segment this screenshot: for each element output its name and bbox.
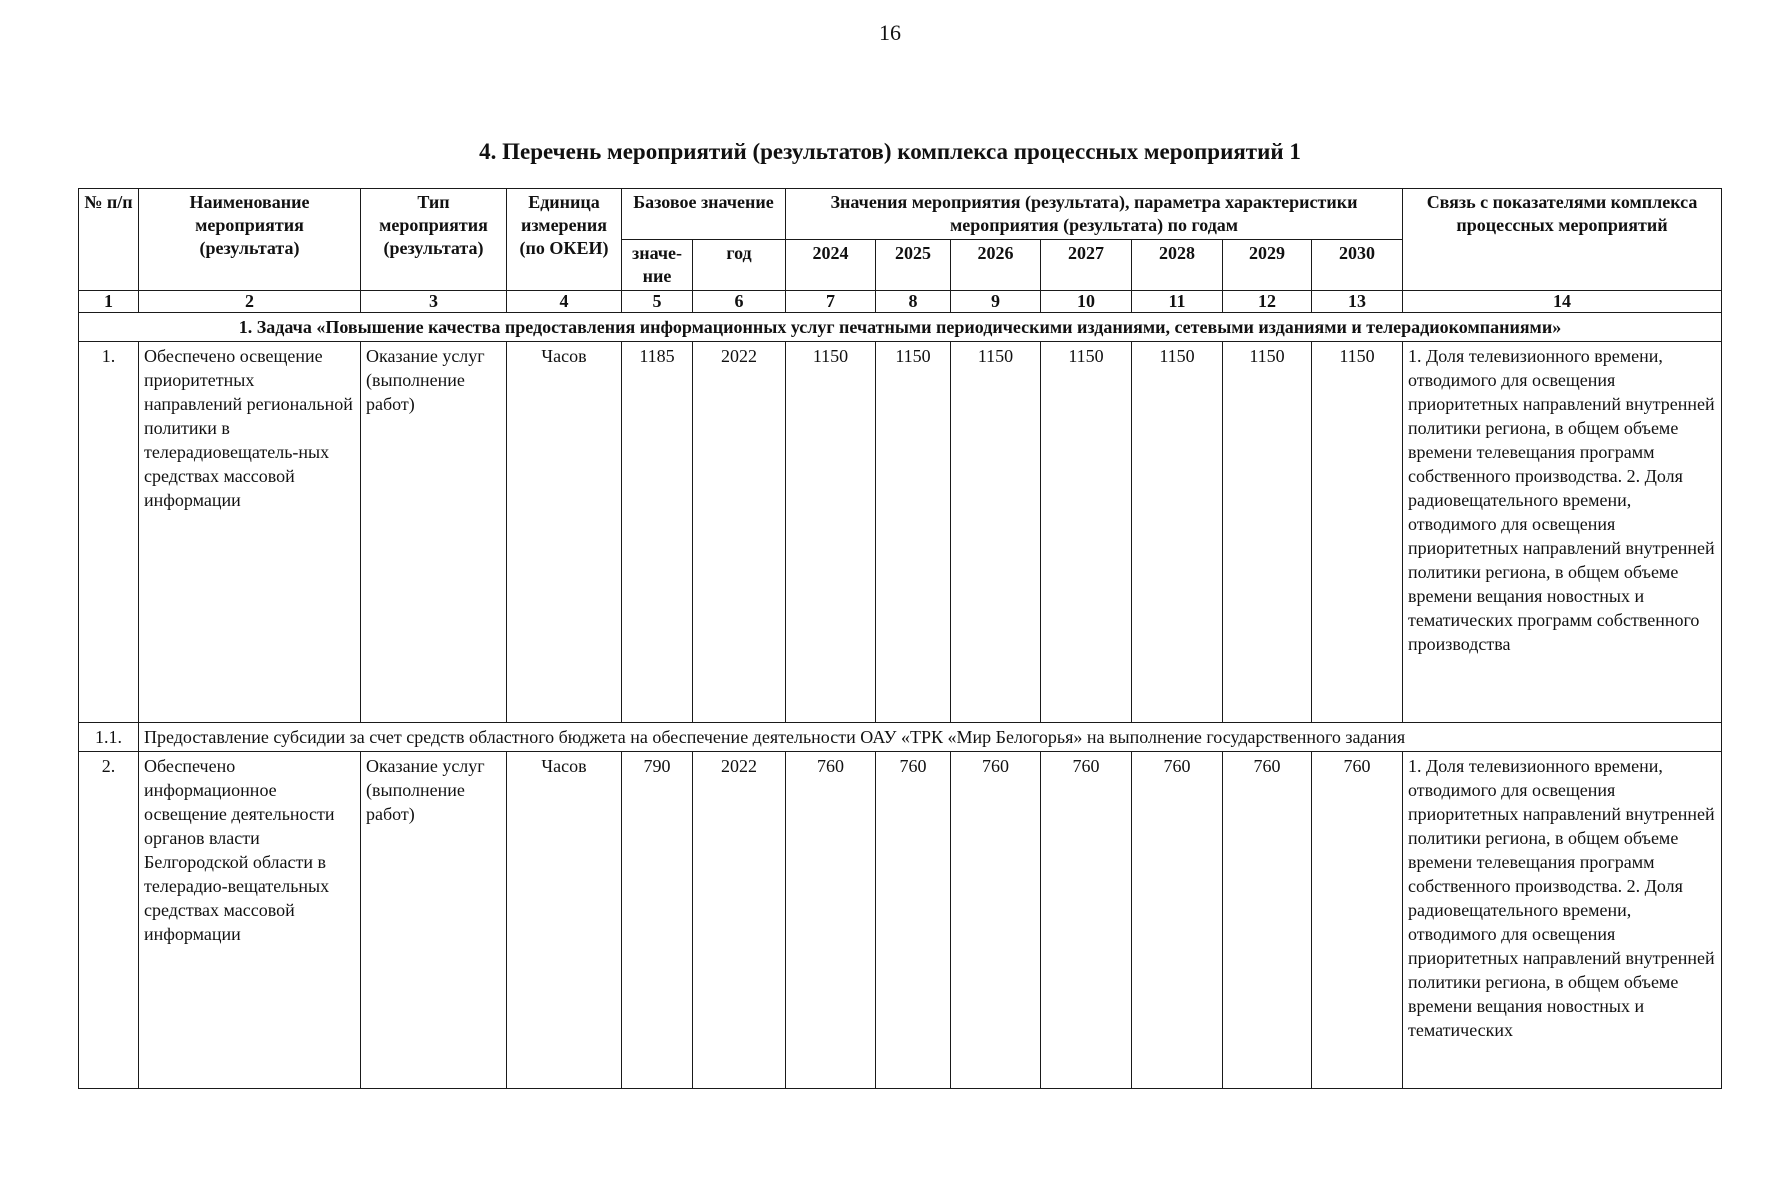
row-value-2028: 760 [1132, 752, 1223, 1089]
header-year: 2026 [951, 240, 1041, 291]
header-year: 2027 [1041, 240, 1132, 291]
task-row [79, 313, 1722, 342]
header-unit: Единица измерения (по ОКЕИ) [507, 189, 622, 291]
row-unit: Часов [507, 342, 622, 723]
row-value-2030: 760 [1312, 752, 1403, 1089]
header-year: 2024 [786, 240, 876, 291]
table-row [79, 342, 1722, 723]
row-value-2029: 760 [1223, 752, 1312, 1089]
row-num: 2. [79, 752, 139, 1089]
header-year: 2029 [1223, 240, 1312, 291]
column-number: 5 [622, 291, 693, 313]
header-row [79, 189, 1722, 240]
row-base-value: 790 [622, 752, 693, 1089]
task-title: 1. Задача «Повышение качества предоставления информационных услуг печатными периодическими изданиями, сетевыми изданиями и телерадиокомпаниями» [79, 313, 1722, 342]
header-num: № п/п [79, 189, 139, 291]
row-value-2025: 760 [876, 752, 951, 1089]
column-number: 12 [1223, 291, 1312, 313]
row-value-2030: 1150 [1312, 342, 1403, 723]
subsection-num: 1.1. [79, 723, 139, 752]
row-link: 1. Доля телевизионного времени, отводимого для освещения приоритетных направлений внутренней политики региона, в общем объеме времени телевещания программ собственного производства. 2. Доля радиовещательного времени, отводимого для освещения приоритетных направлений внутренней политики региона, в общем объеме времени вещания новостных и тематических программ собственного производства [1403, 342, 1722, 723]
column-number: 10 [1041, 291, 1132, 313]
row-link: 1. Доля телевизионного времени, отводимого для освещения приоритетных направлений внутренней политики региона, в общем объеме времени телевещания программ собственного производства. 2. Доля радиовещательного времени, отводимого для освещения приоритетных направлений внутренней политики региона, в общем объеме времени вещания новостных и тематических [1403, 752, 1722, 1089]
header-link: Связь с показателями комплекса процессных мероприятий [1403, 189, 1722, 291]
header-year: 2028 [1132, 240, 1223, 291]
column-number: 14 [1403, 291, 1722, 313]
row-type: Оказание услуг (выполнение работ) [361, 342, 507, 723]
row-base-value: 1185 [622, 342, 693, 723]
row-num: 1. [79, 342, 139, 723]
column-number: 7 [786, 291, 876, 313]
row-type: Оказание услуг (выполнение работ) [361, 752, 507, 1089]
column-number: 6 [693, 291, 786, 313]
document-title: 4. Перечень мероприятий (результатов) комплекса процессных мероприятий 1 [479, 139, 1301, 164]
row-name: Обеспечено информационное освещение деятельности органов власти Белгородской области в телерадио-вещательных средствах массовой информации [139, 752, 361, 1089]
row-value-2027: 760 [1041, 752, 1132, 1089]
header-values: Значения мероприятия (результата), параметра характеристики мероприятия (результата) по годам [786, 189, 1403, 240]
column-number: 9 [951, 291, 1041, 313]
row-base-year: 2022 [693, 342, 786, 723]
row-value-2026: 1150 [951, 342, 1041, 723]
header-base-year: год [693, 240, 786, 291]
column-number: 11 [1132, 291, 1223, 313]
column-number: 1 [79, 291, 139, 313]
column-number: 13 [1312, 291, 1403, 313]
subsection-row [79, 723, 1722, 752]
row-value-2026: 760 [951, 752, 1041, 1089]
header-name: Наименование мероприятия (результата) [139, 189, 361, 291]
column-numbers-row [79, 291, 1722, 313]
row-value-2028: 1150 [1132, 342, 1223, 723]
column-number: 8 [876, 291, 951, 313]
row-value-2024: 760 [786, 752, 876, 1089]
row-name: Обеспечено освещение приоритетных направлений региональной политики в телерадиовещатель-ных средствах массовой информации [139, 342, 361, 723]
row-unit: Часов [507, 752, 622, 1089]
row-value-2024: 1150 [786, 342, 876, 723]
column-number: 2 [139, 291, 361, 313]
header-type: Тип мероприятия (результата) [361, 189, 507, 291]
header-year: 2030 [1312, 240, 1403, 291]
subsection-text: Предоставление субсидии за счет средств областного бюджета на обеспечение деятельности ОАУ «ТРК «Мир Белогорья» на выполнение государственного задания [139, 723, 1722, 752]
header-year: 2025 [876, 240, 951, 291]
row-value-2025: 1150 [876, 342, 951, 723]
page-number: 16 [879, 20, 901, 45]
measures-table [78, 188, 1722, 1089]
row-base-year: 2022 [693, 752, 786, 1089]
header-base-value: значе-ние [622, 240, 693, 291]
header-base: Базовое значение [622, 189, 786, 240]
row-value-2027: 1150 [1041, 342, 1132, 723]
table-row [79, 752, 1722, 1089]
row-value-2029: 1150 [1223, 342, 1312, 723]
column-number: 4 [507, 291, 622, 313]
column-number: 3 [361, 291, 507, 313]
